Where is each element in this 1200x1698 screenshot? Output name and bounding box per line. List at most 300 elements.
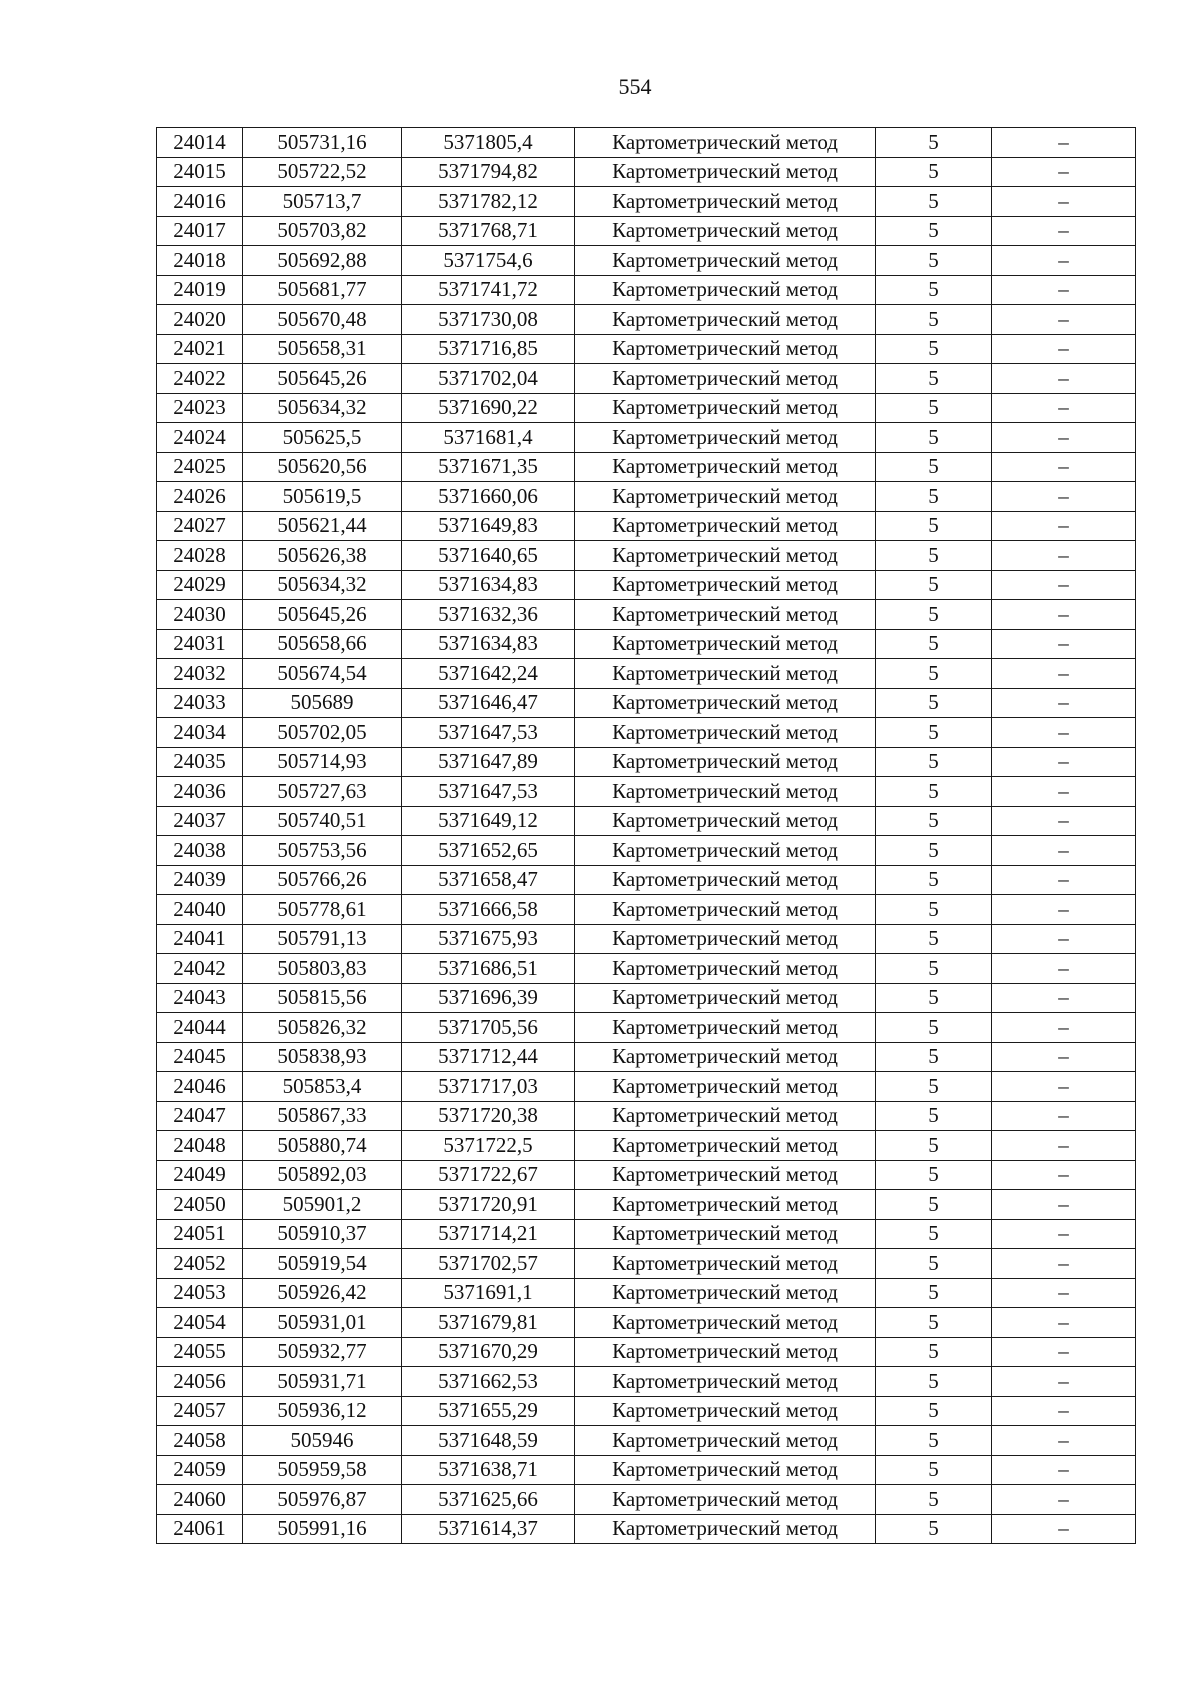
method-cell: Картометрический метод: [575, 246, 876, 276]
y-coordinate-cell: 5371648,59: [402, 1426, 575, 1456]
method-cell: Картометрический метод: [575, 895, 876, 925]
point-number-cell: 24042: [157, 954, 243, 984]
table-row: [157, 1101, 1136, 1131]
accuracy-cell: 5: [876, 1337, 992, 1367]
point-number-cell: 24034: [157, 718, 243, 748]
method-cell: Картометрический метод: [575, 1013, 876, 1043]
table-row: [157, 1455, 1136, 1485]
accuracy-cell: 5: [876, 305, 992, 335]
y-coordinate-cell: 5371716,85: [402, 334, 575, 364]
method-cell: Картометрический метод: [575, 305, 876, 335]
accuracy-cell: 5: [876, 187, 992, 217]
method-cell: Картометрический метод: [575, 600, 876, 630]
note-cell: –: [992, 718, 1136, 748]
point-number-cell: 24026: [157, 482, 243, 512]
y-coordinate-cell: 5371634,83: [402, 629, 575, 659]
note-cell: –: [992, 954, 1136, 984]
y-coordinate-cell: 5371686,51: [402, 954, 575, 984]
method-cell: Картометрический метод: [575, 1219, 876, 1249]
table-row: [157, 1485, 1136, 1515]
note-cell: –: [992, 1337, 1136, 1367]
accuracy-cell: 5: [876, 659, 992, 689]
method-cell: Картометрический метод: [575, 1131, 876, 1161]
point-number-cell: 24051: [157, 1219, 243, 1249]
y-coordinate-cell: 5371691,1: [402, 1278, 575, 1308]
table-row: [157, 1249, 1136, 1279]
table-row: [157, 600, 1136, 630]
accuracy-cell: 5: [876, 718, 992, 748]
accuracy-cell: 5: [876, 1367, 992, 1397]
accuracy-cell: 5: [876, 1013, 992, 1043]
accuracy-cell: 5: [876, 983, 992, 1013]
x-coordinate-cell: 505910,37: [243, 1219, 402, 1249]
x-coordinate-cell: 505713,7: [243, 187, 402, 217]
y-coordinate-cell: 5371662,53: [402, 1367, 575, 1397]
accuracy-cell: 5: [876, 482, 992, 512]
method-cell: Картометрический метод: [575, 688, 876, 718]
x-coordinate-cell: 505791,13: [243, 924, 402, 954]
note-cell: –: [992, 364, 1136, 394]
method-cell: Картометрический метод: [575, 1190, 876, 1220]
table-row: [157, 1190, 1136, 1220]
y-coordinate-cell: 5371642,24: [402, 659, 575, 689]
y-coordinate-cell: 5371634,83: [402, 570, 575, 600]
y-coordinate-cell: 5371714,21: [402, 1219, 575, 1249]
method-cell: Картометрический метод: [575, 541, 876, 571]
method-cell: Картометрический метод: [575, 1160, 876, 1190]
note-cell: –: [992, 334, 1136, 364]
accuracy-cell: 5: [876, 511, 992, 541]
accuracy-cell: 5: [876, 1249, 992, 1279]
point-number-cell: 24031: [157, 629, 243, 659]
table-row: [157, 187, 1136, 217]
y-coordinate-cell: 5371675,93: [402, 924, 575, 954]
method-cell: Картометрический метод: [575, 1308, 876, 1338]
y-coordinate-cell: 5371614,37: [402, 1514, 575, 1544]
table-row: [157, 157, 1136, 187]
point-number-cell: 24035: [157, 747, 243, 777]
method-cell: Картометрический метод: [575, 865, 876, 895]
accuracy-cell: 5: [876, 1455, 992, 1485]
point-number-cell: 24022: [157, 364, 243, 394]
point-number-cell: 24040: [157, 895, 243, 925]
method-cell: Картометрический метод: [575, 1101, 876, 1131]
note-cell: –: [992, 1101, 1136, 1131]
x-coordinate-cell: 505634,32: [243, 393, 402, 423]
table-row: [157, 541, 1136, 571]
point-number-cell: 24018: [157, 246, 243, 276]
table-row: [157, 364, 1136, 394]
method-cell: Картометрический метод: [575, 806, 876, 836]
y-coordinate-cell: 5371696,39: [402, 983, 575, 1013]
accuracy-cell: 5: [876, 246, 992, 276]
method-cell: Картометрический метод: [575, 216, 876, 246]
table-row: [157, 305, 1136, 335]
point-number-cell: 24039: [157, 865, 243, 895]
note-cell: –: [992, 246, 1136, 276]
point-number-cell: 24049: [157, 1160, 243, 1190]
note-cell: –: [992, 836, 1136, 866]
table-row: [157, 570, 1136, 600]
x-coordinate-cell: 505936,12: [243, 1396, 402, 1426]
method-cell: Картометрический метод: [575, 1485, 876, 1515]
method-cell: Картометрический метод: [575, 482, 876, 512]
note-cell: –: [992, 659, 1136, 689]
y-coordinate-cell: 5371655,29: [402, 1396, 575, 1426]
x-coordinate-cell: 505645,26: [243, 600, 402, 630]
x-coordinate-cell: 505919,54: [243, 1249, 402, 1279]
accuracy-cell: 5: [876, 836, 992, 866]
table-row: [157, 836, 1136, 866]
y-coordinate-cell: 5371720,91: [402, 1190, 575, 1220]
point-number-cell: 24047: [157, 1101, 243, 1131]
note-cell: –: [992, 1190, 1136, 1220]
note-cell: –: [992, 511, 1136, 541]
accuracy-cell: 5: [876, 1396, 992, 1426]
method-cell: Картометрический метод: [575, 1426, 876, 1456]
note-cell: –: [992, 1485, 1136, 1515]
x-coordinate-cell: 505658,66: [243, 629, 402, 659]
x-coordinate-cell: 505803,83: [243, 954, 402, 984]
x-coordinate-cell: 505681,77: [243, 275, 402, 305]
table-row: [157, 393, 1136, 423]
y-coordinate-cell: 5371625,66: [402, 1485, 575, 1515]
y-coordinate-cell: 5371646,47: [402, 688, 575, 718]
note-cell: –: [992, 1278, 1136, 1308]
note-cell: –: [992, 865, 1136, 895]
table-row: [157, 1514, 1136, 1544]
x-coordinate-cell: 505931,01: [243, 1308, 402, 1338]
accuracy-cell: 5: [876, 600, 992, 630]
note-cell: –: [992, 806, 1136, 836]
accuracy-cell: 5: [876, 1485, 992, 1515]
point-number-cell: 24056: [157, 1367, 243, 1397]
table-row: [157, 334, 1136, 364]
accuracy-cell: 5: [876, 157, 992, 187]
note-cell: –: [992, 1131, 1136, 1161]
y-coordinate-cell: 5371794,82: [402, 157, 575, 187]
y-coordinate-cell: 5371782,12: [402, 187, 575, 217]
note-cell: –: [992, 452, 1136, 482]
table-row: [157, 275, 1136, 305]
note-cell: –: [992, 128, 1136, 158]
note-cell: –: [992, 1219, 1136, 1249]
accuracy-cell: 5: [876, 1131, 992, 1161]
table-row: [157, 246, 1136, 276]
point-number-cell: 24017: [157, 216, 243, 246]
accuracy-cell: 5: [876, 541, 992, 571]
accuracy-cell: 5: [876, 1219, 992, 1249]
x-coordinate-cell: 505670,48: [243, 305, 402, 335]
table-row: [157, 806, 1136, 836]
x-coordinate-cell: 505619,5: [243, 482, 402, 512]
y-coordinate-cell: 5371730,08: [402, 305, 575, 335]
y-coordinate-cell: 5371679,81: [402, 1308, 575, 1338]
note-cell: –: [992, 1514, 1136, 1544]
method-cell: Картометрический метод: [575, 275, 876, 305]
y-coordinate-cell: 5371649,12: [402, 806, 575, 836]
x-coordinate-cell: 505620,56: [243, 452, 402, 482]
accuracy-cell: 5: [876, 688, 992, 718]
y-coordinate-cell: 5371649,83: [402, 511, 575, 541]
method-cell: Картометрический метод: [575, 393, 876, 423]
point-number-cell: 24050: [157, 1190, 243, 1220]
note-cell: –: [992, 187, 1136, 217]
note-cell: –: [992, 1072, 1136, 1102]
table-row: [157, 1367, 1136, 1397]
note-cell: –: [992, 1308, 1136, 1338]
table-row: [157, 423, 1136, 453]
point-number-cell: 24057: [157, 1396, 243, 1426]
accuracy-cell: 5: [876, 275, 992, 305]
y-coordinate-cell: 5371805,4: [402, 128, 575, 158]
x-coordinate-cell: 505674,54: [243, 659, 402, 689]
y-coordinate-cell: 5371640,65: [402, 541, 575, 571]
note-cell: –: [992, 1249, 1136, 1279]
table-row: [157, 511, 1136, 541]
note-cell: –: [992, 1160, 1136, 1190]
point-number-cell: 24033: [157, 688, 243, 718]
method-cell: Картометрический метод: [575, 1367, 876, 1397]
method-cell: Картометрический метод: [575, 423, 876, 453]
accuracy-cell: 5: [876, 364, 992, 394]
note-cell: –: [992, 600, 1136, 630]
y-coordinate-cell: 5371670,29: [402, 1337, 575, 1367]
y-coordinate-cell: 5371652,65: [402, 836, 575, 866]
x-coordinate-cell: 505740,51: [243, 806, 402, 836]
point-number-cell: 24036: [157, 777, 243, 807]
method-cell: Картометрический метод: [575, 718, 876, 748]
note-cell: –: [992, 629, 1136, 659]
accuracy-cell: 5: [876, 895, 992, 925]
note-cell: –: [992, 216, 1136, 246]
method-cell: Картометрический метод: [575, 1455, 876, 1485]
method-cell: Картометрический метод: [575, 1278, 876, 1308]
method-cell: Картометрический метод: [575, 1042, 876, 1072]
note-cell: –: [992, 275, 1136, 305]
point-number-cell: 24043: [157, 983, 243, 1013]
accuracy-cell: 5: [876, 865, 992, 895]
method-cell: Картометрический метод: [575, 629, 876, 659]
accuracy-cell: 5: [876, 1426, 992, 1456]
method-cell: Картометрический метод: [575, 570, 876, 600]
accuracy-cell: 5: [876, 452, 992, 482]
accuracy-cell: 5: [876, 1160, 992, 1190]
method-cell: Картометрический метод: [575, 836, 876, 866]
x-coordinate-cell: 505867,33: [243, 1101, 402, 1131]
accuracy-cell: 5: [876, 1278, 992, 1308]
x-coordinate-cell: 505714,93: [243, 747, 402, 777]
x-coordinate-cell: 505853,4: [243, 1072, 402, 1102]
table-row: [157, 895, 1136, 925]
note-cell: –: [992, 1367, 1136, 1397]
x-coordinate-cell: 505731,16: [243, 128, 402, 158]
note-cell: –: [992, 423, 1136, 453]
y-coordinate-cell: 5371647,53: [402, 777, 575, 807]
y-coordinate-cell: 5371666,58: [402, 895, 575, 925]
y-coordinate-cell: 5371722,67: [402, 1160, 575, 1190]
coordinates-table: [156, 127, 1136, 1544]
method-cell: Картометрический метод: [575, 924, 876, 954]
point-number-cell: 24038: [157, 836, 243, 866]
accuracy-cell: 5: [876, 1190, 992, 1220]
x-coordinate-cell: 505727,63: [243, 777, 402, 807]
table-row: [157, 983, 1136, 1013]
accuracy-cell: 5: [876, 1514, 992, 1544]
point-number-cell: 24053: [157, 1278, 243, 1308]
method-cell: Картометрический метод: [575, 452, 876, 482]
table-row: [157, 747, 1136, 777]
note-cell: –: [992, 541, 1136, 571]
point-number-cell: 24048: [157, 1131, 243, 1161]
note-cell: –: [992, 482, 1136, 512]
y-coordinate-cell: 5371705,56: [402, 1013, 575, 1043]
point-number-cell: 24060: [157, 1485, 243, 1515]
note-cell: –: [992, 305, 1136, 335]
point-number-cell: 24032: [157, 659, 243, 689]
x-coordinate-cell: 505625,5: [243, 423, 402, 453]
point-number-cell: 24027: [157, 511, 243, 541]
note-cell: –: [992, 747, 1136, 777]
method-cell: Картометрический метод: [575, 364, 876, 394]
x-coordinate-cell: 505959,58: [243, 1455, 402, 1485]
x-coordinate-cell: 505901,2: [243, 1190, 402, 1220]
point-number-cell: 24030: [157, 600, 243, 630]
table-row: [157, 865, 1136, 895]
note-cell: –: [992, 924, 1136, 954]
accuracy-cell: 5: [876, 777, 992, 807]
accuracy-cell: 5: [876, 1101, 992, 1131]
y-coordinate-cell: 5371702,57: [402, 1249, 575, 1279]
accuracy-cell: 5: [876, 747, 992, 777]
y-coordinate-cell: 5371722,5: [402, 1131, 575, 1161]
y-coordinate-cell: 5371702,04: [402, 364, 575, 394]
x-coordinate-cell: 505976,87: [243, 1485, 402, 1515]
point-number-cell: 24055: [157, 1337, 243, 1367]
method-cell: Картометрический метод: [575, 1514, 876, 1544]
table-row: [157, 1160, 1136, 1190]
note-cell: –: [992, 1013, 1136, 1043]
y-coordinate-cell: 5371658,47: [402, 865, 575, 895]
x-coordinate-cell: 505838,93: [243, 1042, 402, 1072]
point-number-cell: 24059: [157, 1455, 243, 1485]
note-cell: –: [992, 157, 1136, 187]
point-number-cell: 24058: [157, 1426, 243, 1456]
x-coordinate-cell: 505892,03: [243, 1160, 402, 1190]
x-coordinate-cell: 505778,61: [243, 895, 402, 925]
x-coordinate-cell: 505766,26: [243, 865, 402, 895]
table-row: [157, 688, 1136, 718]
point-number-cell: 24016: [157, 187, 243, 217]
point-number-cell: 24061: [157, 1514, 243, 1544]
y-coordinate-cell: 5371632,36: [402, 600, 575, 630]
table-row: [157, 1396, 1136, 1426]
method-cell: Картометрический метод: [575, 747, 876, 777]
note-cell: –: [992, 570, 1136, 600]
method-cell: Картометрический метод: [575, 659, 876, 689]
accuracy-cell: 5: [876, 423, 992, 453]
y-coordinate-cell: 5371681,4: [402, 423, 575, 453]
accuracy-cell: 5: [876, 128, 992, 158]
accuracy-cell: 5: [876, 334, 992, 364]
table-row: [157, 659, 1136, 689]
method-cell: Картометрический метод: [575, 511, 876, 541]
y-coordinate-cell: 5371741,72: [402, 275, 575, 305]
point-number-cell: 24019: [157, 275, 243, 305]
accuracy-cell: 5: [876, 954, 992, 984]
table-row: [157, 718, 1136, 748]
page-number: 554: [618, 74, 652, 99]
method-cell: Картометрический метод: [575, 334, 876, 364]
y-coordinate-cell: 5371647,53: [402, 718, 575, 748]
note-cell: –: [992, 895, 1136, 925]
y-coordinate-cell: 5371768,71: [402, 216, 575, 246]
table-row: [157, 629, 1136, 659]
point-number-cell: 24014: [157, 128, 243, 158]
note-cell: –: [992, 983, 1136, 1013]
x-coordinate-cell: 505880,74: [243, 1131, 402, 1161]
x-coordinate-cell: 505621,44: [243, 511, 402, 541]
x-coordinate-cell: 505692,88: [243, 246, 402, 276]
x-coordinate-cell: 505931,71: [243, 1367, 402, 1397]
note-cell: –: [992, 1042, 1136, 1072]
point-number-cell: 24044: [157, 1013, 243, 1043]
point-number-cell: 24046: [157, 1072, 243, 1102]
table-row: [157, 1219, 1136, 1249]
table-row: [157, 216, 1136, 246]
x-coordinate-cell: 505658,31: [243, 334, 402, 364]
x-coordinate-cell: 505991,16: [243, 1514, 402, 1544]
accuracy-cell: 5: [876, 570, 992, 600]
note-cell: –: [992, 393, 1136, 423]
point-number-cell: 24054: [157, 1308, 243, 1338]
x-coordinate-cell: 505753,56: [243, 836, 402, 866]
method-cell: Картометрический метод: [575, 187, 876, 217]
point-number-cell: 24025: [157, 452, 243, 482]
table-row: [157, 452, 1136, 482]
x-coordinate-cell: 505826,32: [243, 1013, 402, 1043]
table-row: [157, 1072, 1136, 1102]
table-row: [157, 1426, 1136, 1456]
x-coordinate-cell: 505946: [243, 1426, 402, 1456]
accuracy-cell: 5: [876, 924, 992, 954]
point-number-cell: 24023: [157, 393, 243, 423]
table-row: [157, 1308, 1136, 1338]
point-number-cell: 24015: [157, 157, 243, 187]
y-coordinate-cell: 5371720,38: [402, 1101, 575, 1131]
accuracy-cell: 5: [876, 1042, 992, 1072]
x-coordinate-cell: 505626,38: [243, 541, 402, 571]
y-coordinate-cell: 5371638,71: [402, 1455, 575, 1485]
note-cell: –: [992, 1396, 1136, 1426]
x-coordinate-cell: 505634,32: [243, 570, 402, 600]
table-row: [157, 128, 1136, 158]
accuracy-cell: 5: [876, 393, 992, 423]
x-coordinate-cell: 505926,42: [243, 1278, 402, 1308]
point-number-cell: 24052: [157, 1249, 243, 1279]
point-number-cell: 24020: [157, 305, 243, 335]
x-coordinate-cell: 505702,05: [243, 718, 402, 748]
table-row: [157, 482, 1136, 512]
x-coordinate-cell: 505703,82: [243, 216, 402, 246]
note-cell: –: [992, 688, 1136, 718]
point-number-cell: 24037: [157, 806, 243, 836]
method-cell: Картометрический метод: [575, 128, 876, 158]
method-cell: Картометрический метод: [575, 1337, 876, 1367]
note-cell: –: [992, 777, 1136, 807]
method-cell: Картометрический метод: [575, 1072, 876, 1102]
x-coordinate-cell: 505645,26: [243, 364, 402, 394]
